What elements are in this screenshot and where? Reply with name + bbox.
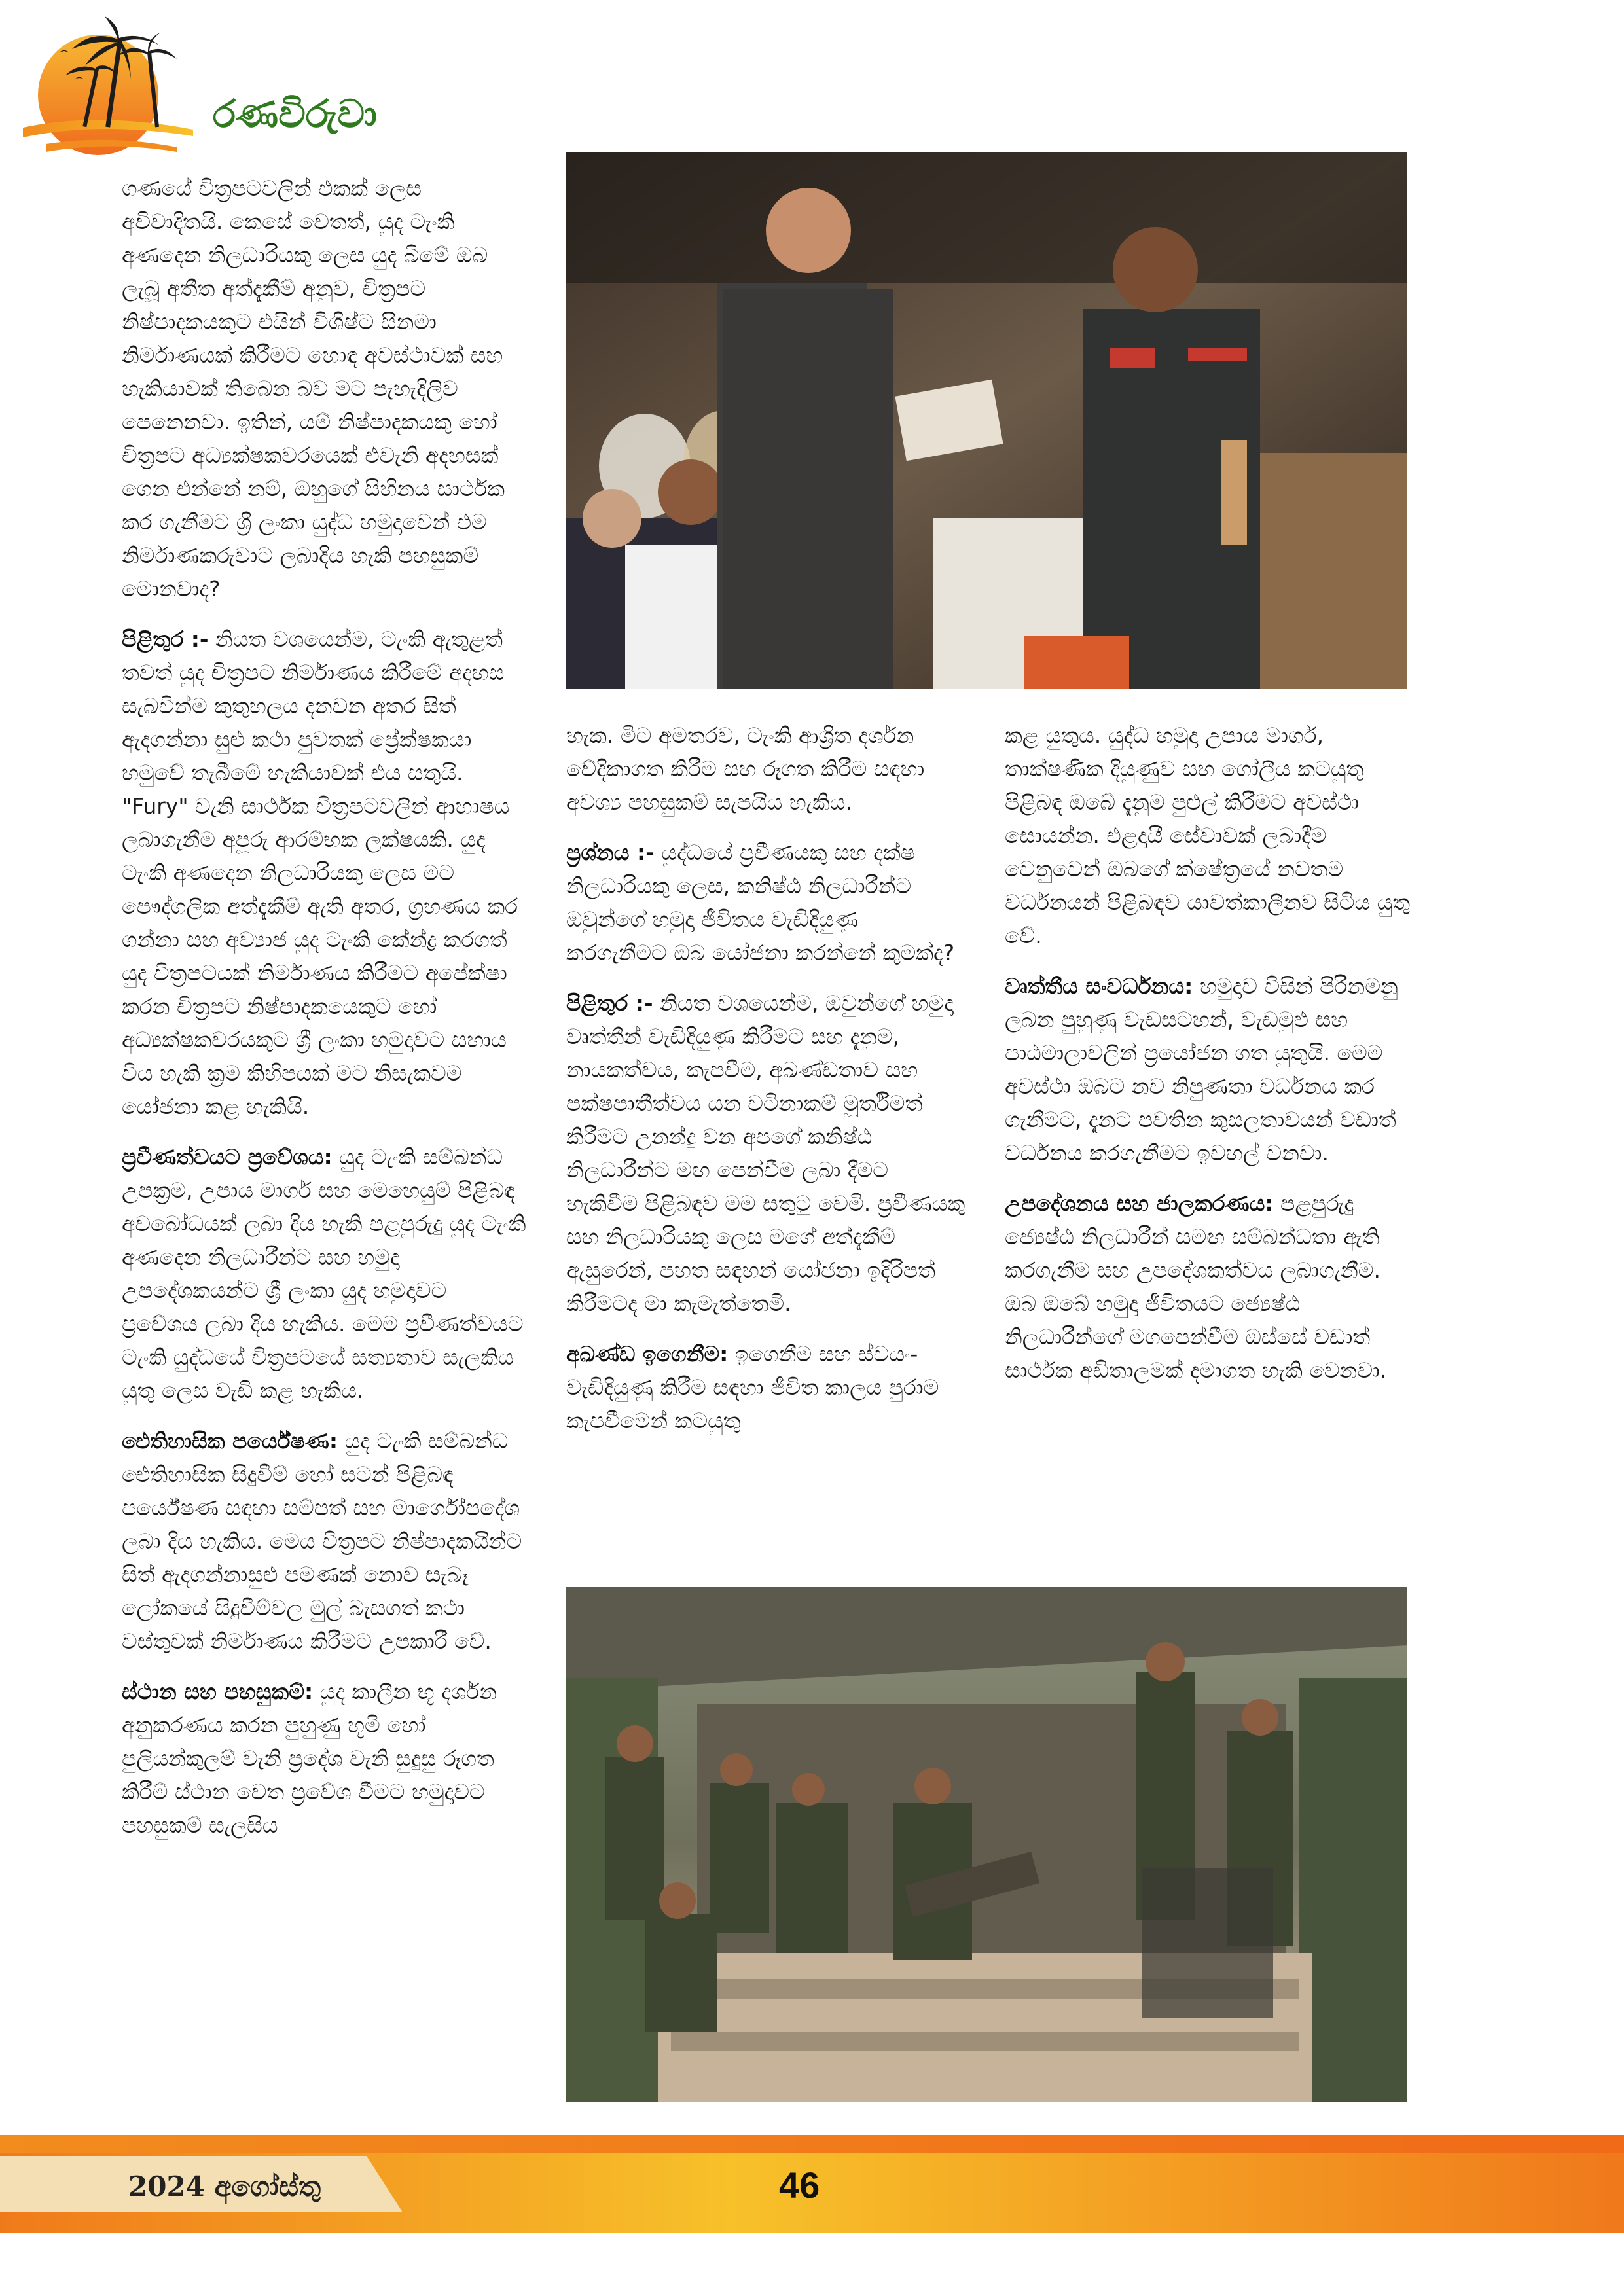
article-column-3: [1005, 719, 1411, 1404]
paragraph-text: නියත වශයෙන්ම, ඔවුන්ගේ හමුදා වෘත්තීන් වැඩිදියුණු කිරීමට සහ දැනුම, නායකත්වය, කැපවීම, අඛණ්ඩතාව සහ පක්ෂපාතීත්වය යන වටිනාකම් මූර්තිමත් කිරීමට උනන්දු වන අපගේ කනිෂ්ඨ නිලධාරීන්ට මඟ පෙන්වීම ලබා දීමට හැකිවීම පිළිබඳව මම සතුටු වෙමි. ප්‍රවීණයකු සහ නිලධාරියකු ලෙස මගේ අත්දැකීම් ඇසුරෙන්, පහත සඳහන් යෝජනා ඉදිරිපත් කිරීමටද මා කැමැත්තෙමි.: [566, 990, 965, 1316]
soldiers-tank-illustration: [566, 1587, 1407, 2102]
logo-title: රණවිරුවා: [213, 92, 378, 136]
paragraph: [566, 719, 965, 819]
ceremony-photo: [566, 152, 1407, 689]
paragraph-text: යුද කාලීන භූ දර්ශන අනුකරණය කරන පුහුණු භූමි හෝ පුලියන්කුලම් වැනි ප්‍රදේශ වැනි සුදුසු රූගත කිරීම් ස්ථාන වෙත ප්‍රවේශ වීමට හමුදාවට පහසුකම් සැලසිය: [122, 1679, 497, 1838]
paragraph-text: කළ යුතුය. යුද්ධ හමුදා උපාය මාර්ග, තාක්ෂණික දියුණුව සහ ගෝලීය කටයුතු පිළිබඳ ඔබේ දැනුම පුළුල් කිරීමට අවස්ථා සොයන්න. එළදායී සේවාවක් ලබාදීම වෙනුවෙන් ඔබගේ ක්ෂේත්‍රයේ නවතම වර්ධනයන් පිළිබඳව යාවත්කාලීනව සිටිය යුතු වේ.: [1005, 723, 1411, 948]
soldiers-tank-photo: [566, 1587, 1407, 2102]
paragraph: [122, 171, 528, 605]
paragraph-heading: ඓතිහාසික පර්යේෂණ:: [122, 1428, 338, 1454]
article-column-2: [566, 719, 965, 1454]
palm-sunset-icon: [20, 13, 360, 164]
paragraph-text: යුද ටැංකි සම්බන්ධ ඓතිහාසික සිදුවීම් හෝ සටන් පිළිබඳ පර්යේෂණ සඳහා සම්පත් සහ මාර්ගෝපදේශ ලබා දිය හැකිය. මෙය චිත්‍රපට නිෂ්පාදකයින්ට සිත් ඇදගන්නාසුළු පමණක් නොව සැබෑ ලෝකයේ සිදුවීම්වල මුල් බැසගත් කථා වස්තුවක් නිර්මාණය කිරීමට උපකාරී වේ.: [122, 1428, 522, 1654]
paragraph: [1005, 719, 1411, 952]
paragraph: [566, 836, 965, 969]
paragraph-text: හමුදාව විසින් පිරිනමනු ලබන පුහුණු වැඩසටහන්, වැඩමුළු සහ පාඨමාලාවලින් ප්‍රයෝජන ගත යුතුයි. මෙම අවස්ථා ඔබට නව නිපුණතා වර්ධනය කර ගැනීමට, දැනට පවතින කුසලතාවයන් වඩාත් වර්ධනය කරගැනීමට ඉවහල් වනවා.: [1005, 973, 1398, 1166]
article-column-1: [122, 171, 528, 1859]
paragraph: [1005, 1187, 1411, 1387]
paragraph: [122, 1424, 528, 1658]
paragraph-text: හැක. මීට අමතරව, ටැංකි ආශ්‍රිත දර්ශන වේදිකාගත කිරීම සහ රූගත කිරීම සඳහා අවශ්‍ය පහසුකම් සැපයිය හැකිය.: [566, 723, 925, 815]
paragraph-text: යුද්ධයේ ප්‍රවීණයකු සහ දක්ෂ නිලධාරියකු ලෙස, කනිෂ්ඨ නිලධාරීන්ට ඔවුන්ගේ හමුදා ජීවිතය වැඩිදියුණු කරගැනීමට ඔබ යෝජනා කරන්නේ කුමක්ද?: [566, 840, 955, 965]
page-number: 46: [779, 2164, 820, 2206]
magazine-logo: [20, 13, 378, 164]
paragraph-text: නියත වශයෙන්ම, ටැංකි ඇතුළත් තවත් යුද චිත්‍රපට නිර්මාණය කිරීමේ අදහස සැබවින්ම කුතුහලය දනවන අතර සිත් ඇදගන්නා සුළු කථා පුවතක් ප්‍රේක්ෂකයා හමුවේ තැබීමේ හැකියාවක් එය සතුයි. "Fury" වැනි සාර්ථක චිත්‍රපටවලින් ආභාෂය ලබාගැනීම අපූරු ආරම්භක ලක්ෂයකි. යුද ටැංකි අණදෙන නිලධාරියකු ලෙස මට පෞද්ගලික අත්දැකීම් ඇති අතර, ග්‍රහණය කර ගන්නා සහ අව්‍යාජ යුද ටැංකි කේන්ද්‍ර කරගත් යුද චිත්‍රපටයක් නිර්මාණය කිරීමට අපේක්ෂා කරන චිත්‍රපට නිෂ්පාදකයෙකුට හෝ අධ්‍යක්ෂකවරයකුට ශ්‍රී ලංකා හමුදාවට සහාය විය හැකි ක්‍රම කිහිපයක් මට නිසැකවම යෝජනා කළ හැකියි.: [122, 626, 518, 1119]
paragraph-text: ගණයේ චිත්‍රපටවලින් එකක් ලෙස අවිවාදිතයි. කෙසේ වෙතත්, යුද ටැංකි අණදෙන නිලධාරියකු ලෙස යුද බිමේ ඔබ ලැබූ අතීත අත්දැකීම් අනුව, චිත්‍රපට නිෂ්පාදකයකුට එයින් විශිෂ්ට සිනමා නිර්මාණයක් කිරීමට හොඳ අවස්ථාවක් සහ හැකියාවක් තිබෙන බව මට පැහැදිලිව පෙනෙනවා. ඉතින්, යම් නිෂ්පාදකයකු හෝ චිත්‍රපට අධ්‍යක්ෂකවරයෙක් එවැනි අදහසක් ගෙන එන්නේ නම්, ඔහුගේ සිහිනය සාර්ථක කර ගැනීමට ශ්‍රී ලංකා යුද්ධ හමුදාවෙන් එම නිර්මාණකරුවාට ලබාදිය හැකි පහසුකම් මොනවාද?: [122, 175, 505, 601]
paragraph: [566, 986, 965, 1320]
paragraph-heading: පිළිතුර :-: [566, 990, 653, 1016]
paragraph: [122, 1675, 528, 1842]
paragraph-text: ඉගෙනීම සහ ස්වයං-වැඩිදියුණු කිරීම සඳහා ජීවිත කාලය පුරාම කැපවීමෙන් කටයුතු: [566, 1341, 939, 1433]
paragraph-heading: උපදේශනය සහ ජාලකරණය:: [1005, 1191, 1274, 1216]
ceremony-photo-illustration: [566, 152, 1407, 689]
paragraph: [1005, 969, 1411, 1170]
paragraph: [122, 1140, 528, 1407]
paragraph-heading: ස්ථාන සහ පහසුකම්:: [122, 1679, 314, 1704]
paragraph: [566, 1337, 965, 1437]
paragraph-text: පළපුරුදු ජ්‍යෙෂ්ඨ නිලධාරීන් සමඟ සම්බන්ධතා ඇති කරගැනීම සහ උපදේශකත්වය ලබාගැනීම. ඔබ ඔබේ හමුදා ජීවිතයට ජ්‍යෙෂ්ඨ නිලධාරීන්ගේ මගපෙන්වීම ඔස්සේ වඩාත් සාර්ථක අඩිතාලමක් දමාගත හැකි වෙනවා.: [1005, 1191, 1387, 1383]
paragraph-heading: පිළිතුර :-: [122, 626, 209, 652]
paragraph-heading: වෘත්තීය සංවර්ධනය:: [1005, 973, 1193, 999]
paragraph-heading: අඛණ්ඩ ඉගෙනීම:: [566, 1341, 729, 1367]
paragraph-text: යුද ටැංකි සම්බන්ධ උපක්‍රම, උපාය මාර්ග සහ මෙහෙයුම් පිළිබඳ අවබෝධයක් ලබා දිය හැකි පළපුරුදු යුද ටැංකි අණදෙන නිලධාරීන්ට සහ හමුදා උපදේශකයන්ට ශ්‍රී ලංකා යුද හමුදාවට ප්‍රවේශය ලබා දිය හැකිය. මෙම ප්‍රවීණත්වයට ටැංකි යුද්ධයේ චිත්‍රපටයේ සත්‍යතාව සැලකිය යුතු ලෙස වැඩි කළ හැකිය.: [122, 1144, 526, 1403]
paragraph-heading: ප්‍රවීණත්වයට ප්‍රවේශය:: [122, 1144, 333, 1170]
paragraph: [122, 622, 528, 1123]
paragraph-heading: ප්‍රශ්නය :-: [566, 840, 655, 865]
issue-date: 2024 අගෝස්තු: [128, 2170, 321, 2202]
